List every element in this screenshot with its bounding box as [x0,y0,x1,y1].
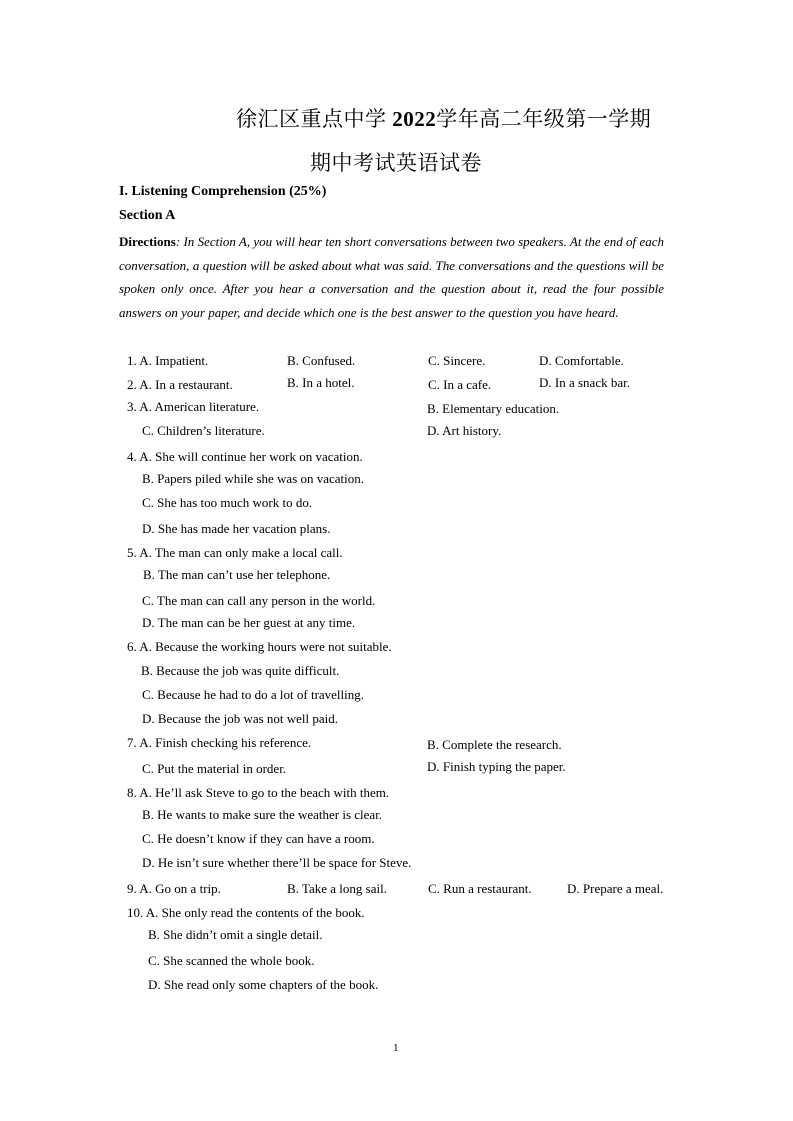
q9-option-c: C. Run a restaurant. [428,881,532,896]
q8-option-b: B. He wants to make sure the weather is clear. [142,807,383,822]
q3-option-b: B. Elementary education. [427,401,560,416]
title-year: 2022 [392,107,437,131]
q10-option-b: B. She didn’t omit a single detail. [148,927,323,942]
q4-option-d: D. She has made her vacation plans. [142,521,331,536]
title-school: 徐汇区重点中学 [236,107,387,131]
q2-option-b: B. In a hotel. [287,375,355,390]
title-line-1 [236,103,651,133]
q7-option-c: C. Put the material in order. [142,761,287,776]
q6-option-d: D. Because the job was not well paid. [142,711,339,726]
q6-option-b: B. Because the job was quite difficult. [141,663,340,678]
q8-option-c: C. He doesn’t know if they can have a room. [142,831,375,846]
directions-label: Directions [119,234,176,249]
directions-text: : In Section A, you will hear ten short conversations between two speakers. At the end of each conversation, a question will be asked about what was said. The conversations and the questions will be spoken only once. After you hear a conversation and the question about it, read the four possible answers on your paper, and decide which one is the best answer to the question you have heard. [119,234,664,320]
q7-option-b: B. Complete the research. [427,737,562,752]
q6-option-a: 6. A. Because the working hours were not suitable. [127,639,392,654]
section-heading: Section A [119,208,176,223]
q3-option-a: 3. A. American literature. [127,399,260,414]
q1-option-c: C. Sincere. [428,353,486,368]
q5-option-b: B. The man can’t use her telephone. [143,567,331,582]
q1-option-d: D. Comfortable. [539,353,624,368]
q8-option-d: D. He isn’t sure whether there’ll be space for Steve. [142,855,412,870]
q9-option-d: D. Prepare a meal. [567,881,664,896]
q1-option-b: B. Confused. [287,353,356,368]
q10-option-a: 10. A. She only read the contents of the book. [127,905,365,920]
q4-option-b: B. Papers piled while she was on vacation. [142,471,365,486]
q8-option-a: 8. A. He’ll ask Steve to go to the beach with them. [127,785,390,800]
q1-option-a: 1. A. Impatient. [127,353,209,368]
q2-option-c: C. In a cafe. [428,377,492,392]
q7-option-d: D. Finish typing the paper. [427,759,566,774]
q10-option-c: C. She scanned the whole book. [148,953,315,968]
directions-paragraph [119,230,664,324]
title-line-2: 期中考试英语试卷 [310,151,482,175]
q5-option-a: 5. A. The man can only make a local call. [127,545,343,560]
q9-option-a: 9. A. Go on a trip. [127,881,221,896]
q9-option-b: B. Take a long sail. [287,881,387,896]
q7-option-a: 7. A. Finish checking his reference. [127,735,312,750]
q4-option-c: C. She has too much work to do. [142,495,313,510]
q2-option-a: 2. A. In a restaurant. [127,377,233,392]
q3-option-c: C. Children’s literature. [142,423,265,438]
q2-option-d: D. In a snack bar. [539,375,630,390]
q4-option-a: 4. A. She will continue her work on vacation. [127,449,363,464]
q5-option-c: C. The man can call any person in the world. [142,593,376,608]
q6-option-c: C. Because he had to do a lot of travelling. [142,687,365,702]
title-term: 学年高二年级第一学期 [436,107,652,131]
page-number: 1 [393,1042,399,1054]
q10-option-d: D. She read only some chapters of the book. [148,977,379,992]
q3-option-d: D. Art history. [427,423,502,438]
q5-option-d: D. The man can be her guest at any time. [142,615,356,630]
part-heading: I. Listening Comprehension (25%) [119,184,327,199]
